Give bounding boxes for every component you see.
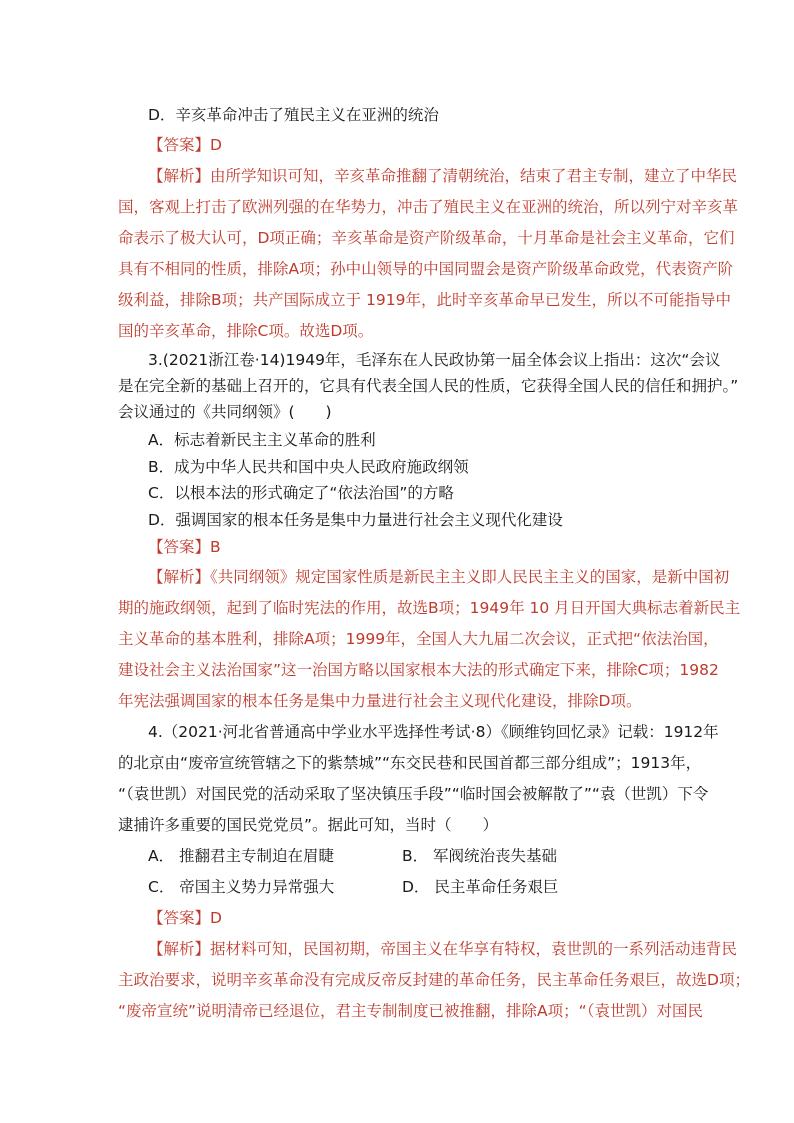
answer-value: D bbox=[210, 909, 222, 927]
q3-analysis-line-1: 【解析】《共同纲领》规定国家性质是新民主主义即人民民主主义的国家，是新中国初 bbox=[148, 568, 730, 586]
q3-stem-line-2: 是在完全新的基础上召开的，它具有代表全国人民的性质，它获得全国人民的信任和拥护。” bbox=[118, 377, 739, 395]
q4-analysis-line-3: “废帝宣统”说明清帝已经退位，君主专制制度已被推翻，排除A项；“（袁世凯）对国民 bbox=[118, 1002, 703, 1020]
answer-value: D bbox=[210, 136, 222, 154]
q4-option-a: A． 推翻君主专制迫在眉睫 bbox=[148, 847, 335, 865]
q3-analysis-line-5: 年宪法强调国家的根本任务是集中力量进行社会主义现代化建设，排除D项。 bbox=[118, 692, 642, 710]
q3-option-a: A．标志着新民主主义革命的胜利 bbox=[148, 431, 376, 449]
q3-analysis-line-3: 主义革命的基本胜利，排除A项；1999年，全国人大九届二次会议，正式把“依法治国， bbox=[118, 630, 719, 648]
answer-tag: 【答案】 bbox=[148, 136, 211, 154]
q3-stem-line-1: 3.(2021浙江卷·14)1949年，毛泽东在人民政协第一届全体会议上指出：这次“会议 bbox=[148, 351, 721, 369]
analysis-tag: 【解析】 bbox=[148, 940, 211, 958]
q3-stem-line-3: 会议通过的《共同纲领》( ) bbox=[118, 403, 332, 421]
q2-answer bbox=[0, 135, 794, 155]
q2-analysis-line-1: 【解析】由所学知识可知，辛亥革命推翻了清朝统治，结束了君主专制，建立了中华民 bbox=[148, 167, 738, 185]
q3-option-c: C．以根本法的形式确定了“依法治国”的方略 bbox=[148, 484, 454, 502]
q2-analysis-line-3: 命表示了极大认可，D项正确；辛亥革命是资产阶级革命，十月革命是社会主义革命，它们 bbox=[118, 229, 735, 247]
q4-stem-line-3: “（袁世凯）对国民党的活动采取了坚决镇压手段”“临时国会被解散了”“袁（世凯）下令 bbox=[118, 785, 709, 803]
answer-value: B bbox=[210, 538, 221, 556]
q2-analysis-line-4: 具有不相同的性质，排除A项；孙中山领导的中国同盟会是资产阶级革命政党，代表资产阶 bbox=[118, 260, 734, 278]
q2-analysis-line-5: 级利益，排除B项；共产国际成立于 1919年，此时辛亥革命早已发生，所以不可能指导中 bbox=[118, 291, 732, 309]
q4-option-d: D． 民主革命任务艰巨 bbox=[402, 878, 559, 896]
q2-analysis-line-2: 国，客观上打击了欧洲列强的在华势力，冲击了殖民主义在亚洲的统治，所以列宁对辛亥革 bbox=[118, 198, 739, 216]
q4-option-c: C． 帝国主义势力异常强大 bbox=[148, 878, 335, 896]
answer-tag: 【答案】 bbox=[148, 909, 211, 927]
q3-analysis-line-4: 建设社会主义法治国家”这一治国方略以国家根本大法的形式确定下来，排除C项；1982 bbox=[118, 661, 719, 679]
q3-analysis-line-2: 期的施政纲领，起到了临时宪法的作用，故选B项；1949年 10 月日开国大典标志着新民主 bbox=[118, 599, 741, 617]
analysis-tag: 【解析】 bbox=[148, 568, 211, 586]
answer-tag: 【答案】 bbox=[148, 538, 211, 556]
q2-analysis-line-6: 国的辛亥革命，排除C项。故选D项。 bbox=[118, 322, 374, 340]
q4-answer bbox=[0, 908, 794, 928]
q4-stem-line-1: 4.（2021·河北省普通高中学业水平选择性考试·8）《顾维钧回忆录》记载：1912年 bbox=[148, 723, 719, 741]
q4-stem-line-2: 的北京由“废帝宣统管辖之下的紫禁城”“东交民巷和民国首都三部分组成”；1913年， bbox=[118, 754, 702, 772]
q3-option-b: B．成为中华人民共和国中央人民政府施政纲领 bbox=[148, 458, 469, 476]
analysis-tag: 【解析】 bbox=[148, 167, 211, 185]
q2-option-d: D．辛亥革命冲击了殖民主义在亚洲的统治 bbox=[148, 106, 439, 124]
q3-option-d: D．强调国家的根本任务是集中力量进行社会主义现代化建设 bbox=[148, 511, 563, 529]
q4-option-b: B． 军阀统治丧失基础 bbox=[402, 847, 558, 865]
q4-stem-line-4: 逮捕许多重要的国民党党员”。据此可知，当时（ ） bbox=[118, 816, 499, 834]
q4-analysis-line-1: 【解析】据材料可知，民国初期，帝国主义在华享有特权，袁世凯的一系列活动违背民 bbox=[148, 940, 738, 958]
q4-analysis-line-2: 主政治要求，说明辛亥革命没有完成反帝反封建的革命任务，民主革命任务艰巨，故选D项； bbox=[118, 971, 750, 989]
q3-answer bbox=[0, 537, 794, 557]
